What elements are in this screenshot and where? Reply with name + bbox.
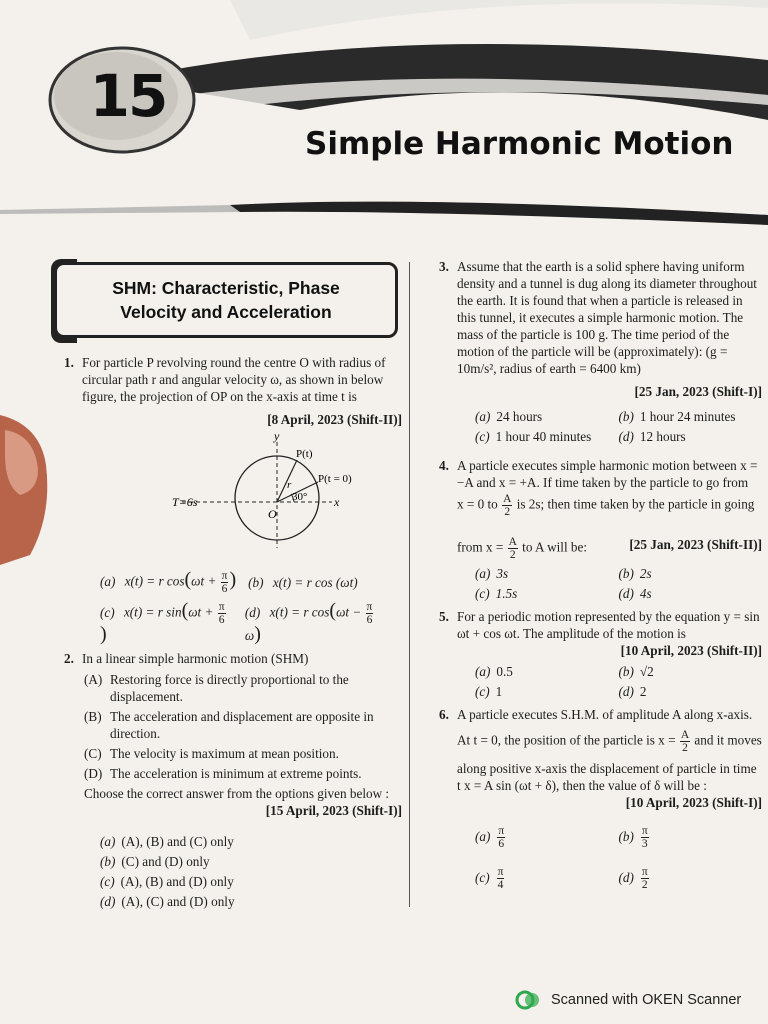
circle-diagram bbox=[122, 430, 422, 560]
period-label: T=6s bbox=[172, 495, 198, 509]
option-b[interactable]: (b) $\frac{\pi}{3}$ bbox=[618, 825, 648, 850]
option-label: (c) bbox=[100, 604, 115, 620]
question-text: Assume that the earth is a solid sphere having uniform density and a tunnel is dug along its diameter throughout the earth. It is found that when a particle is released in this tunnel, it executes a simple harmonic motion. The mass of the particle is 100 g. The time period of the motion of the particle will be (approximately): (g = 10m/s², radius of earth = 6400 km) bbox=[457, 259, 757, 376]
question-number: 5. bbox=[439, 609, 449, 624]
question-6 bbox=[437, 706, 762, 891]
statement-d: (D) The acceleration is minimum at extreme points. bbox=[84, 766, 362, 781]
option-b[interactable]: (b) (C) and (D) only bbox=[100, 854, 210, 869]
question-source: [25 Jan, 2023 (Shift-II)] bbox=[629, 537, 762, 552]
question-text: In a linear simple harmonic motion (SHM) bbox=[82, 651, 309, 666]
chapter-title: Simple Harmonic Motion bbox=[305, 126, 734, 162]
question-2 bbox=[62, 650, 402, 910]
question-number: 6. bbox=[439, 707, 449, 722]
question-text: For a periodic motion represented by the equation y = sin ωt + cos ωt. The amplitude of the motion is bbox=[457, 609, 760, 641]
question-3 bbox=[437, 258, 762, 445]
option-grid bbox=[457, 663, 762, 700]
question-text-line1: A particle executes simple harmonic motion between x = −A and x = +A. If time taken by the particle to go from bbox=[457, 458, 758, 490]
question-text-line3: from x = $\frac{A}{2}$ to A will be: [25 Jan, 2023 (Shift-II)] bbox=[457, 536, 762, 561]
option-grid bbox=[457, 408, 762, 445]
option-d[interactable]: (d) x(t) = r cos(ωt − $\frac{\pi}{6}$ ω) bbox=[244, 599, 373, 645]
thumb-image bbox=[0, 415, 55, 565]
question-source: [10 April, 2023 (Shift-I)] bbox=[625, 795, 762, 810]
option-list bbox=[82, 833, 402, 910]
question-4 bbox=[437, 457, 762, 602]
option-b[interactable]: (b) x(t) = r cos (ωt) bbox=[248, 575, 358, 590]
option-a[interactable]: (a) (A), (B) and (C) only bbox=[100, 834, 234, 849]
statement-a: (A) Restoring force is directly proportional to the displacement. bbox=[84, 672, 349, 704]
question-text-line2: At t = 0, the position of the particle is x = $\frac{A}{2}$ and it moves bbox=[457, 729, 762, 754]
option-label: (b) bbox=[248, 575, 264, 590]
option-a[interactable]: (a) 0.5 bbox=[475, 664, 513, 679]
left-column bbox=[62, 262, 402, 913]
question-source: [25 Jan, 2023 (Shift-I)] bbox=[634, 384, 762, 399]
option-c[interactable]: (c) x(t) = r sin(ωt + $\frac{\pi}{6}$ ) bbox=[100, 599, 225, 645]
option-d[interactable]: (d) (A), (C) and (D) only bbox=[100, 894, 235, 909]
question-number: 1. bbox=[64, 355, 74, 370]
chapter-number: 15 bbox=[89, 62, 167, 130]
option-b[interactable]: (b) √2 bbox=[618, 664, 654, 679]
option-a[interactable]: (a) x(t) = r cos(ωt + $\frac{\pi}{6}$ ) bbox=[100, 568, 237, 595]
point-p-t-label: P(t) bbox=[296, 448, 313, 460]
option-label: (d) bbox=[244, 604, 261, 620]
question-number: 2. bbox=[64, 651, 74, 666]
option-label: (a) bbox=[100, 573, 116, 589]
option-b[interactable]: (b) 1 hour 24 minutes bbox=[618, 409, 736, 424]
option-d[interactable]: (d) $\frac{\pi}{2}$ bbox=[618, 866, 648, 891]
right-column bbox=[437, 258, 762, 891]
y-axis-label: y bbox=[274, 430, 280, 443]
option-d[interactable]: (d) 12 hours bbox=[618, 429, 686, 444]
option-c[interactable]: (c) $\frac{\pi}{4}$ bbox=[475, 866, 504, 891]
x-axis-label: x bbox=[334, 495, 340, 509]
option-d[interactable]: (d) 2 bbox=[618, 684, 647, 699]
options-row-ab bbox=[82, 570, 402, 595]
option-grid bbox=[457, 825, 762, 891]
option-c[interactable]: (c) 1 bbox=[475, 684, 503, 699]
section-heading-box bbox=[54, 262, 398, 338]
option-grid bbox=[457, 565, 762, 602]
option-a[interactable]: (a) $\frac{\pi}{6}$ bbox=[475, 825, 505, 850]
question-number: 4. bbox=[439, 458, 449, 473]
origin-label: O bbox=[268, 507, 277, 521]
option-c[interactable]: (c) (A), (B) and (D) only bbox=[100, 874, 234, 889]
question-text-line3: along positive x-axis the displacement of particle in time t x = A sin (ωt + δ), then the value of δ will be : bbox=[457, 761, 757, 793]
option-d[interactable]: (d) 4s bbox=[618, 586, 652, 601]
question-prompt: Choose the correct answer from the options given below : bbox=[84, 786, 390, 801]
question-text-line1: A particle executes S.H.M. of amplitude A along x-axis. bbox=[457, 707, 753, 722]
option-a[interactable]: (a) 3s bbox=[475, 566, 509, 581]
question-1 bbox=[62, 354, 402, 644]
section-title: SHM: Characteristic, Phase Velocity and Acceleration bbox=[112, 278, 340, 322]
question-number: 3. bbox=[439, 259, 449, 274]
option-b[interactable]: (b) 2s bbox=[618, 566, 652, 581]
point-p-0-label: P(t = 0) bbox=[318, 473, 352, 485]
question-source: [15 April, 2023 (Shift-I)] bbox=[265, 803, 402, 818]
option-a[interactable]: (a) 24 hours bbox=[475, 409, 543, 424]
option-c[interactable]: (c) 1.5s bbox=[475, 586, 518, 601]
scanner-logo-icon bbox=[515, 990, 541, 1010]
statement-list bbox=[82, 671, 402, 782]
question-source: [10 April, 2023 (Shift-II)] bbox=[620, 643, 762, 658]
options-row-cd bbox=[82, 601, 402, 644]
scanner-watermark bbox=[515, 990, 741, 1010]
option-c[interactable]: (c) 1 hour 40 minutes bbox=[475, 429, 592, 444]
angle-label: 30° bbox=[292, 491, 308, 503]
radius-label: r bbox=[287, 479, 292, 491]
column-divider bbox=[409, 262, 410, 907]
statement-b: (B) The acceleration and displacement are opposite in direction. bbox=[84, 709, 374, 741]
question-text-line2: x = 0 to $\frac{A}{2}$ is 2s; then time taken by the particle in going bbox=[457, 493, 755, 518]
question-source: [8 April, 2023 (Shift-II)] bbox=[267, 412, 402, 427]
scanner-text: Scanned with OKEN Scanner bbox=[551, 992, 742, 1008]
question-text: For particle P revolving round the centre O with radius of circular path r and angular velocity ω, as shown in below figure, the projection of OP on the x-axis at time t is bbox=[82, 355, 386, 404]
question-5 bbox=[437, 608, 762, 700]
statement-c: (C) The velocity is maximum at mean position. bbox=[84, 746, 339, 761]
